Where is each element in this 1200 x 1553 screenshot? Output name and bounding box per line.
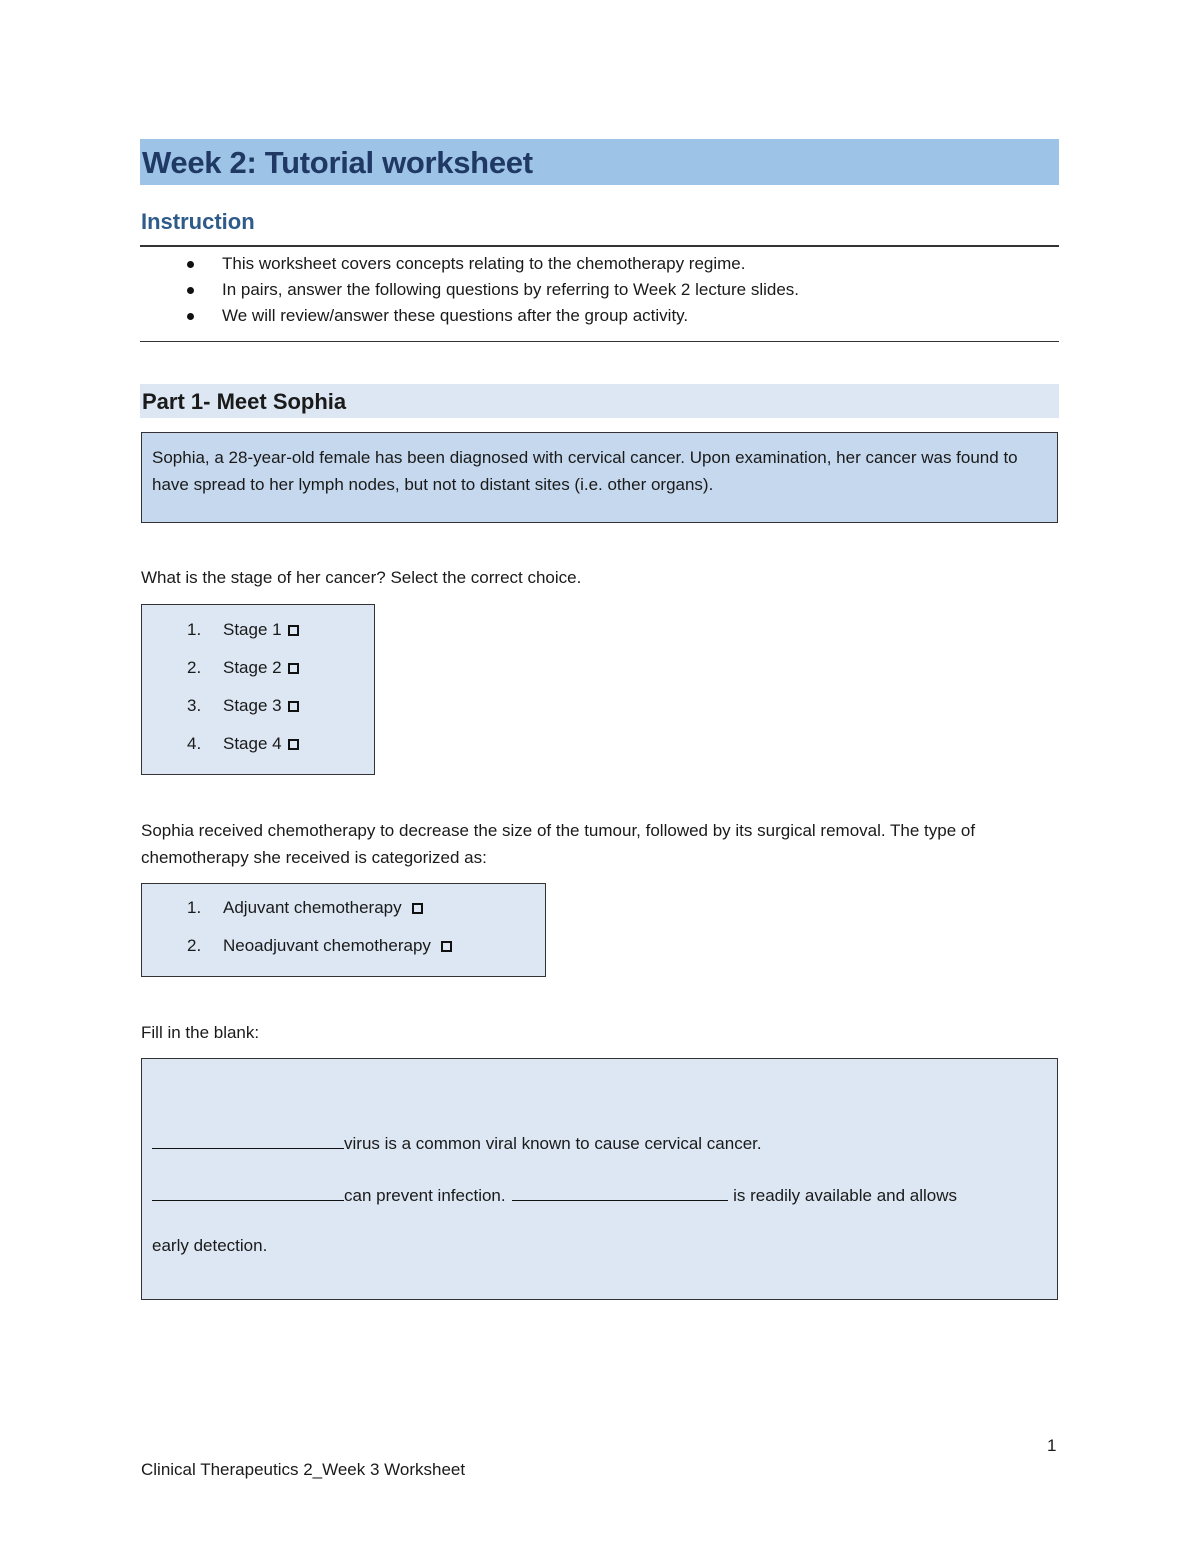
instruction-list (185, 251, 799, 329)
bullet-icon (187, 261, 194, 268)
instruction-top-rule (140, 245, 1059, 247)
instruction-bottom-rule (140, 341, 1059, 342)
stage-option-1[interactable] (187, 618, 299, 642)
part1-heading: Part 1- Meet Sophia (142, 389, 347, 414)
stage-option-3[interactable] (187, 694, 299, 718)
question-fill-blank: Fill in the blank: (141, 1023, 260, 1042)
fill-blank-line-3: early detection. (152, 1236, 268, 1255)
chemo-option-2[interactable] (187, 934, 452, 958)
option-label: Neoadjuvant chemotherapy (223, 936, 431, 955)
blank-input-2[interactable] (152, 1182, 344, 1201)
fill-blank-box (141, 1058, 1058, 1300)
page-title: Week 2: Tutorial worksheet (142, 145, 533, 180)
checkbox-icon[interactable] (288, 663, 299, 674)
checkbox-icon[interactable] (288, 739, 299, 750)
instruction-item-text: This worksheet covers concepts relating to the chemotherapy regime. (222, 254, 746, 273)
option-number: 1. (187, 620, 202, 639)
question-chemo-type: Sophia received chemotherapy to decrease the size of the tumour, followed by its surgical removal. The type of chemotherapy she received is categorized as: (141, 821, 976, 867)
option-number: 4. (187, 734, 202, 753)
checkbox-icon[interactable] (441, 941, 452, 952)
chemo-option-1[interactable] (187, 896, 423, 920)
option-label: Stage 1 (223, 620, 282, 639)
instruction-heading: Instruction (141, 209, 255, 234)
checkbox-icon[interactable] (412, 903, 423, 914)
checkbox-icon[interactable] (288, 625, 299, 636)
instruction-item-text: In pairs, answer the following questions by referring to Week 2 lecture slides. (222, 280, 800, 299)
option-label: Stage 3 (223, 696, 282, 715)
bullet-icon (187, 313, 194, 320)
stage-option-2[interactable] (187, 656, 299, 680)
option-number: 2. (187, 658, 202, 677)
option-label: Stage 4 (223, 734, 282, 753)
page-number: 1 (1047, 1436, 1057, 1455)
checkbox-icon[interactable] (288, 701, 299, 712)
fill-blank-text: can prevent infection. (344, 1186, 506, 1205)
bullet-icon (187, 287, 194, 294)
blank-input-3[interactable] (512, 1182, 728, 1201)
fill-blank-line-1 (152, 1130, 762, 1156)
fill-blank-line-2 (152, 1182, 957, 1208)
option-label: Adjuvant chemotherapy (223, 898, 402, 917)
scenario-text: Sophia, a 28-year-old female has been diagnosed with cervical cancer. Upon examination, her cancer was found to have spread to her lymph nodes, but not to distant sites (i.e. other organs). (152, 448, 1018, 494)
question-stage: What is the stage of her cancer? Select the correct choice. (141, 568, 582, 587)
blank-input-1[interactable] (152, 1130, 344, 1149)
fill-blank-text: virus is a common viral known to cause cervical cancer. (344, 1134, 762, 1153)
instruction-item (185, 303, 799, 329)
option-label: Stage 2 (223, 658, 282, 677)
instruction-item (185, 277, 799, 303)
stage-option-4[interactable] (187, 732, 299, 756)
instruction-item (185, 251, 799, 277)
option-number: 3. (187, 696, 202, 715)
option-number: 2. (187, 936, 202, 955)
option-number: 1. (187, 898, 202, 917)
footer-text: Clinical Therapeutics 2_Week 3 Worksheet (141, 1460, 466, 1479)
instruction-item-text: We will review/answer these questions after the group activity. (222, 306, 689, 325)
fill-blank-text: is readily available and allows (733, 1186, 958, 1205)
